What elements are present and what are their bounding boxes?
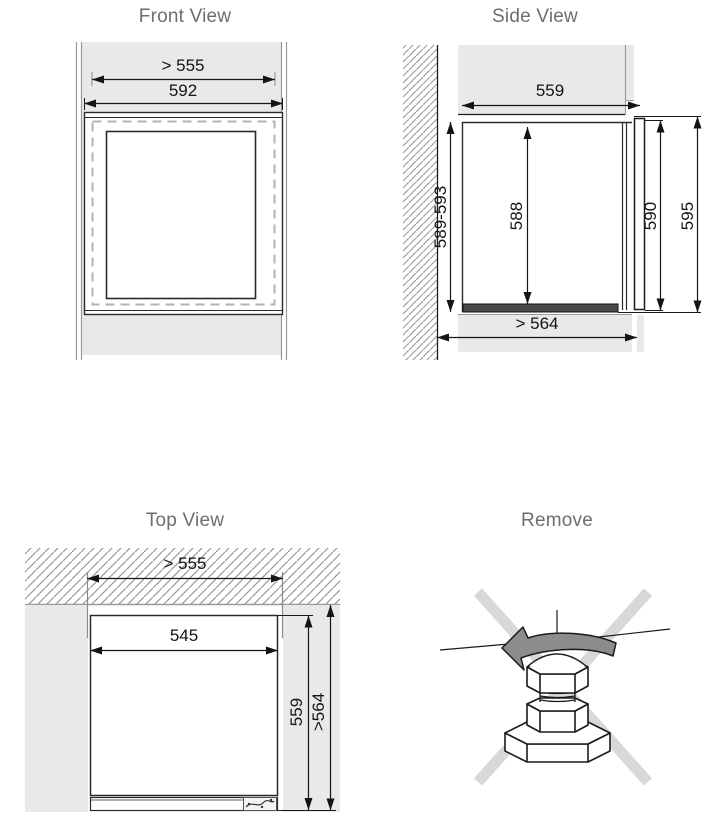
side-appliance-height-label: 588: [507, 201, 526, 231]
side-door-height-label: 590: [641, 201, 660, 231]
appliance-front-outline: [85, 113, 283, 315]
side-total-height-label: 595: [678, 201, 697, 231]
top-view-title: Top View: [145, 510, 225, 531]
cabinet-top-panel: [458, 45, 634, 115]
appliance-side-outline: [462, 119, 701, 313]
appliance-door-front: [107, 132, 256, 299]
leveling-foot-illustration: [440, 610, 670, 762]
side-top-depth-label: 559: [535, 81, 565, 100]
remove-title: Remove: [521, 510, 593, 531]
top-niche-width-label: > 555: [163, 554, 207, 573]
top-view-panel: [0, 480, 360, 833]
top-min-depth-label: >564: [309, 692, 328, 732]
remove-panel: [420, 480, 715, 833]
remove-illustration: [420, 480, 715, 833]
cabinet-left-panel: [25, 605, 88, 812]
front-view-title: Front View: [138, 6, 232, 27]
front-niche-width-label: > 555: [161, 56, 205, 75]
top-appliance-width-label: 545: [169, 626, 199, 645]
hinge-detail: [244, 798, 277, 811]
side-view-title: Side View: [492, 6, 578, 27]
front-appliance-width-label: 592: [168, 81, 198, 100]
side-niche-height-label: 589-593: [431, 185, 450, 249]
side-min-depth-label: > 564: [515, 314, 559, 333]
appliance-base-strip: [463, 304, 618, 312]
top-view-drawing: [0, 480, 360, 833]
top-appliance-depth-label: 559: [287, 697, 306, 727]
side-view-drawing: [360, 0, 715, 400]
front-view-panel: [0, 0, 360, 400]
side-view-panel: [360, 0, 715, 400]
